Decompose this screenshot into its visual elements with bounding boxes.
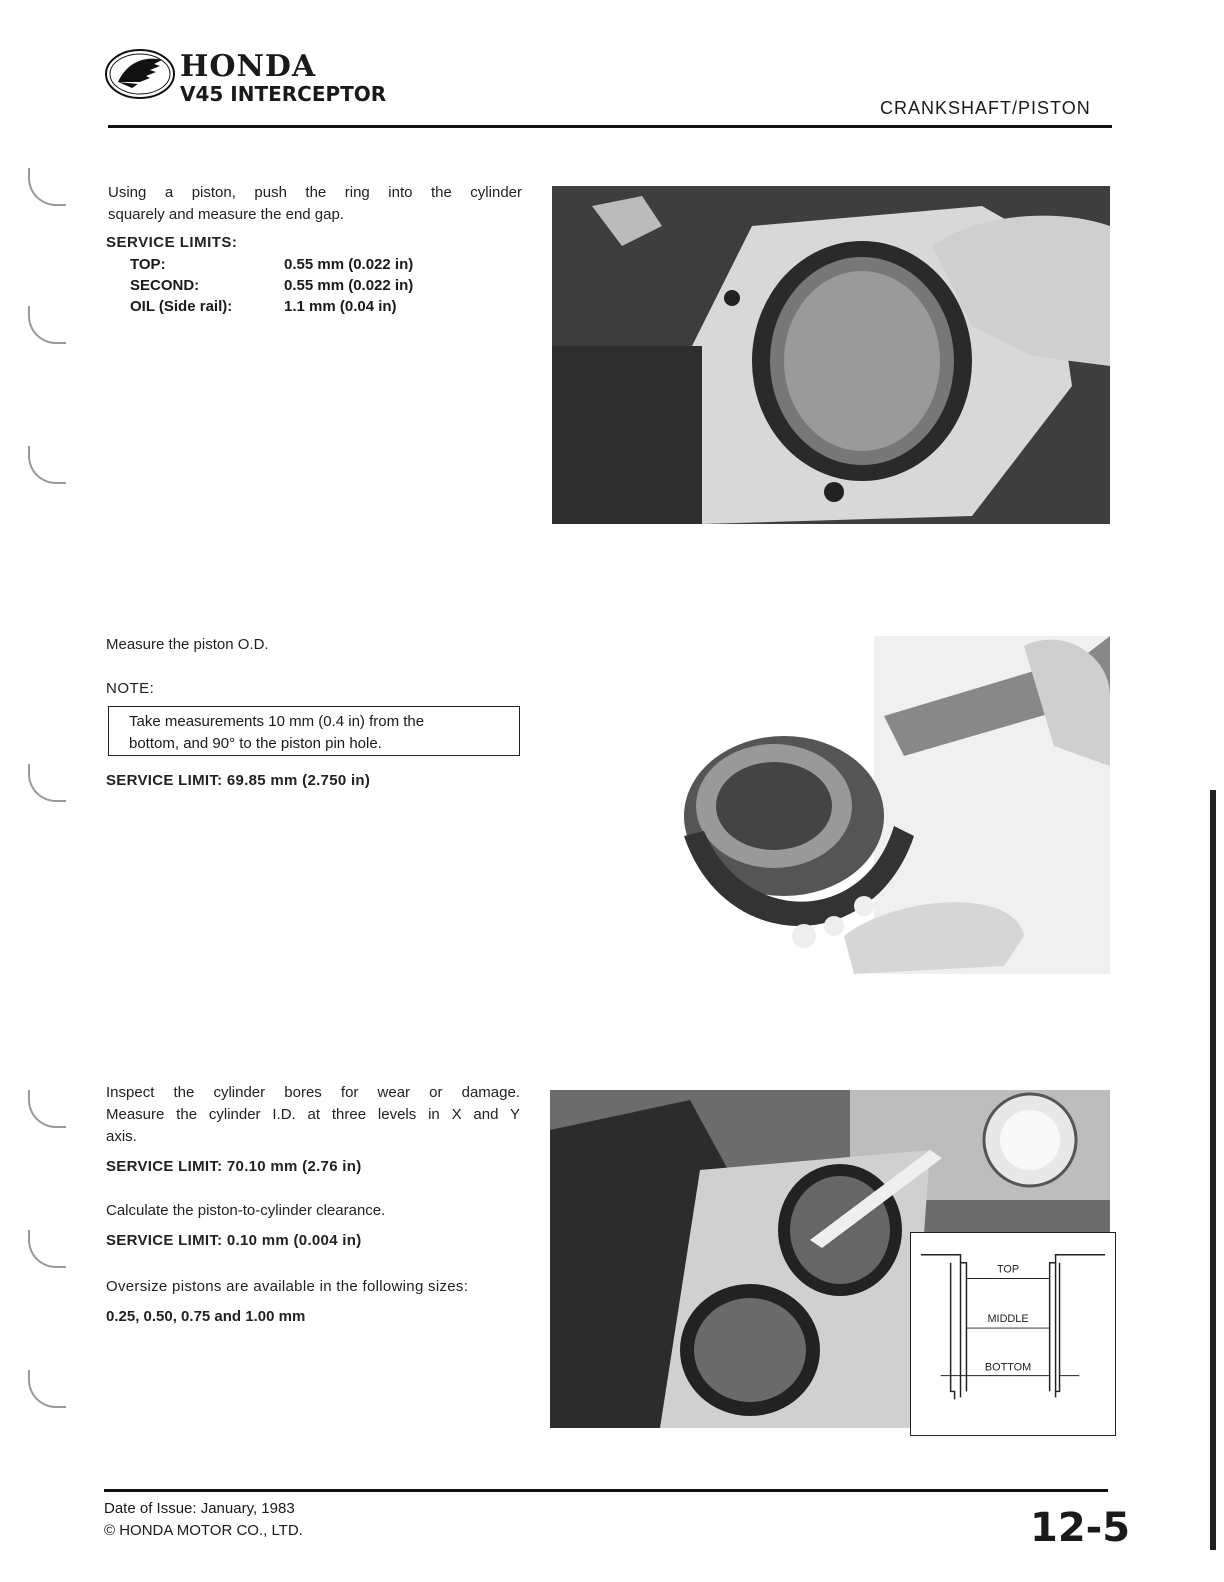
step1-text-line1: Using a piston, push the ring into the cylinder xyxy=(108,184,522,201)
oversize-text: Oversize pistons are available in the following sizes: xyxy=(106,1278,469,1295)
clearance-text: Calculate the piston-to-cylinder clearance. xyxy=(106,1202,386,1219)
scan-edge-shadow xyxy=(1210,790,1216,1550)
binder-hole-mark xyxy=(28,764,66,802)
limit-value-second: 0.55 mm (0.022 in) xyxy=(284,277,414,294)
step3-text-line1: Inspect the cylinder bores for wear or damage. xyxy=(106,1084,520,1101)
honda-wing-emblem-icon xyxy=(104,48,176,100)
limit-label-second: SECOND: xyxy=(130,277,200,294)
binder-hole-mark xyxy=(28,1230,66,1268)
photo-piston-micrometer xyxy=(664,636,1110,974)
diagram-label-top: TOP xyxy=(996,1263,1020,1276)
binder-hole-mark xyxy=(28,446,66,484)
service-limits-title: SERVICE LIMITS: xyxy=(106,234,238,251)
note-line2: bottom, and 90° to the piston pin hole. xyxy=(129,735,382,752)
binder-hole-mark xyxy=(28,306,66,344)
model-name: V45 INTERCEPTOR xyxy=(180,82,387,106)
limit-label-oil: OIL (Side rail): xyxy=(130,298,233,315)
footer-rule xyxy=(104,1489,1108,1492)
diagram-label-bottom: BOTTOM xyxy=(984,1361,1032,1374)
copyright: © HONDA MOTOR CO., LTD. xyxy=(104,1522,303,1539)
bore-measurement-diagram xyxy=(910,1232,1116,1436)
limit-value-oil: 1.1 mm (0.04 in) xyxy=(284,298,397,315)
cylinder-id-limit-value: 70.10 mm (2.76 in) xyxy=(226,1158,362,1175)
step2-text: Measure the piston O.D. xyxy=(106,636,269,653)
step3-text-line3: axis. xyxy=(106,1128,137,1145)
piston-od-limit-value: 69.85 mm (2.750 in) xyxy=(226,772,371,789)
piston-od-limit-label: SERVICE LIMIT: xyxy=(106,772,223,789)
issue-date: Date of Issue: January, 1983 xyxy=(104,1500,295,1517)
limit-label-top: TOP: xyxy=(130,256,166,273)
binder-hole-mark xyxy=(28,168,66,206)
limit-value-top: 0.55 mm (0.022 in) xyxy=(284,256,414,273)
page-number: 12-5 xyxy=(1030,1505,1131,1551)
cylinder-id-limit-label: SERVICE LIMIT: xyxy=(106,1158,223,1175)
step1-text-line2: squarely and measure the end gap. xyxy=(108,206,344,223)
brand-name: HONDA xyxy=(180,49,317,84)
diagram-label-middle: MIDDLE xyxy=(987,1313,1029,1326)
clearance-limit-value: 0.10 mm (0.004 in) xyxy=(226,1232,362,1249)
binder-hole-mark xyxy=(28,1370,66,1408)
note-box xyxy=(108,706,520,756)
note-line1: Take measurements 10 mm (0.4 in) from the xyxy=(129,713,425,730)
clearance-limit-label: SERVICE LIMIT: xyxy=(106,1232,223,1249)
note-label: NOTE: xyxy=(106,680,155,697)
binder-hole-mark xyxy=(28,1090,66,1128)
step3-text-line2: Measure the cylinder I.D. at three levels in X and Y xyxy=(106,1106,520,1123)
oversize-sizes: 0.25, 0.50, 0.75 and 1.00 mm xyxy=(106,1308,306,1325)
section-title: CRANKSHAFT/PISTON xyxy=(880,98,1091,118)
header-rule xyxy=(108,125,1112,128)
photo-ring-end-gap xyxy=(552,186,1110,524)
